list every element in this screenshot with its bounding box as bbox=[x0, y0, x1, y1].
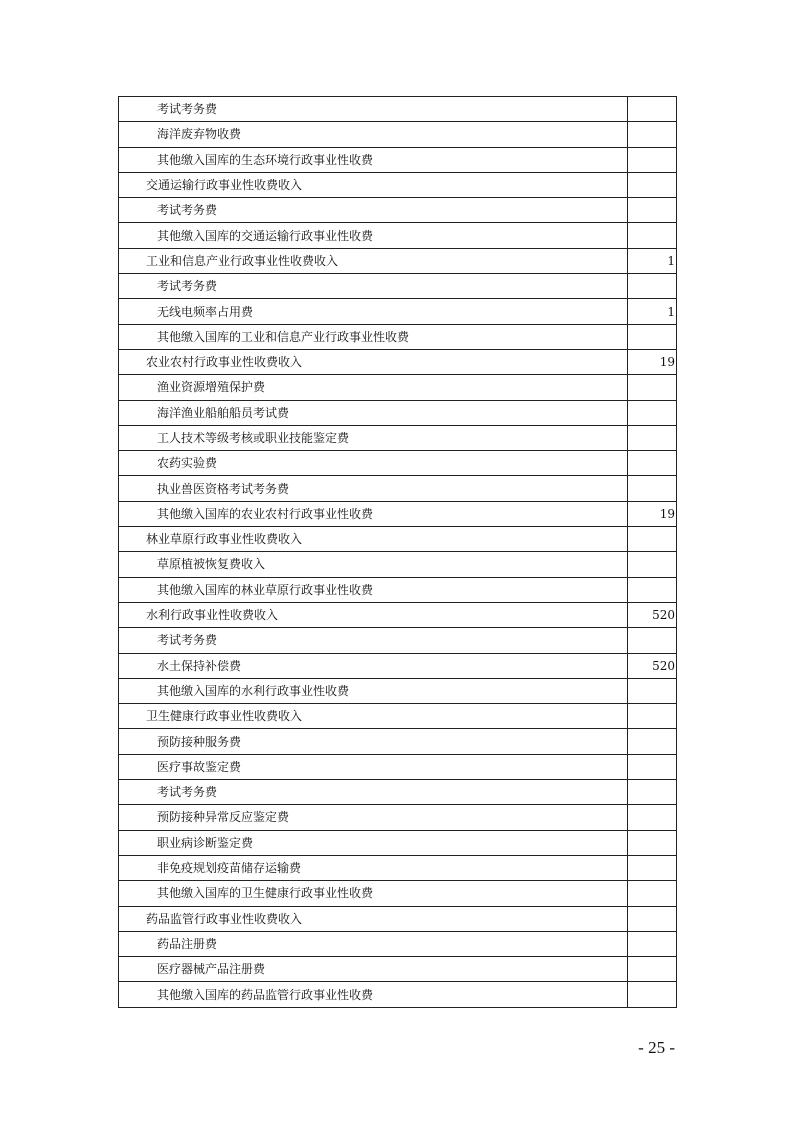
row-value bbox=[628, 476, 677, 501]
row-label: 非免疫规划疫苗储存运输费 bbox=[157, 861, 302, 876]
row-value bbox=[628, 274, 677, 299]
item-row bbox=[119, 552, 677, 577]
item-row bbox=[119, 122, 677, 147]
row-label: 海洋渔业船舶船员考试费 bbox=[157, 405, 290, 420]
item-row bbox=[119, 400, 677, 425]
item-row bbox=[119, 476, 677, 501]
row-label: 预防接种服务费 bbox=[157, 734, 242, 749]
row-value: 520 bbox=[628, 602, 677, 627]
row-label: 无线电频率占用费 bbox=[157, 304, 254, 319]
row-label: 其他缴入国库的农业农村行政事业性收费 bbox=[157, 506, 374, 521]
row-label: 职业病诊断鉴定费 bbox=[157, 835, 254, 850]
row-label-cell bbox=[119, 198, 628, 223]
row-label: 工业和信息产业行政事业性收费收入 bbox=[146, 253, 339, 268]
row-label-cell bbox=[119, 830, 628, 855]
row-label: 预防接种异常反应鉴定费 bbox=[157, 810, 290, 825]
row-label: 其他缴入国库的卫生健康行政事业性收费 bbox=[157, 886, 374, 901]
category-row bbox=[119, 349, 677, 374]
row-value: 1 bbox=[628, 248, 677, 273]
row-label: 其他缴入国库的工业和信息产业行政事业性收费 bbox=[157, 329, 410, 344]
row-label-cell bbox=[119, 957, 628, 982]
row-label: 草原植被恢复费收入 bbox=[157, 557, 266, 572]
row-label-cell bbox=[119, 931, 628, 956]
row-label-cell bbox=[119, 172, 628, 197]
row-value: 520 bbox=[628, 653, 677, 678]
row-value bbox=[628, 577, 677, 602]
row-label-cell bbox=[119, 147, 628, 172]
page-number: - 25 - bbox=[638, 1038, 675, 1057]
row-value bbox=[628, 906, 677, 931]
row-label-cell bbox=[119, 678, 628, 703]
row-value bbox=[628, 400, 677, 425]
row-value bbox=[628, 97, 677, 122]
row-value bbox=[628, 704, 677, 729]
category-row bbox=[119, 527, 677, 552]
row-label: 海洋废弃物收费 bbox=[157, 127, 242, 142]
row-label-cell bbox=[119, 754, 628, 779]
item-row bbox=[119, 982, 677, 1007]
row-label-cell bbox=[119, 881, 628, 906]
item-row bbox=[119, 653, 677, 678]
item-row bbox=[119, 324, 677, 349]
fee-income-table-body bbox=[119, 97, 677, 1008]
row-value bbox=[628, 628, 677, 653]
item-row bbox=[119, 931, 677, 956]
row-label-cell bbox=[119, 653, 628, 678]
item-row bbox=[119, 274, 677, 299]
item-row bbox=[119, 97, 677, 122]
row-label: 其他缴入国库的交通运输行政事业性收费 bbox=[157, 228, 374, 243]
row-value bbox=[628, 451, 677, 476]
row-value: 1 bbox=[628, 299, 677, 324]
row-label-cell bbox=[119, 324, 628, 349]
row-label: 考试考务费 bbox=[157, 203, 218, 218]
item-row bbox=[119, 830, 677, 855]
row-value bbox=[628, 830, 677, 855]
item-row bbox=[119, 678, 677, 703]
row-value bbox=[628, 729, 677, 754]
item-row bbox=[119, 754, 677, 779]
row-label: 渔业资源增殖保护费 bbox=[157, 380, 266, 395]
row-label-cell bbox=[119, 476, 628, 501]
item-row bbox=[119, 147, 677, 172]
row-value bbox=[628, 754, 677, 779]
row-value bbox=[628, 122, 677, 147]
item-row bbox=[119, 855, 677, 880]
row-label-cell bbox=[119, 248, 628, 273]
row-value: 19 bbox=[628, 501, 677, 526]
row-label-cell bbox=[119, 805, 628, 830]
row-label-cell bbox=[119, 628, 628, 653]
item-row bbox=[119, 375, 677, 400]
item-row bbox=[119, 729, 677, 754]
row-label: 药品监管行政事业性收费收入 bbox=[146, 911, 303, 926]
row-label: 其他缴入国库的药品监管行政事业性收费 bbox=[157, 987, 374, 1002]
row-label: 考试考务费 bbox=[157, 633, 218, 648]
fee-income-table bbox=[118, 96, 677, 1008]
row-label-cell bbox=[119, 349, 628, 374]
row-label: 林业草原行政事业性收费收入 bbox=[146, 532, 303, 547]
row-label-cell bbox=[119, 527, 628, 552]
row-label-cell bbox=[119, 704, 628, 729]
row-label-cell bbox=[119, 729, 628, 754]
item-row bbox=[119, 425, 677, 450]
item-row bbox=[119, 957, 677, 982]
row-value bbox=[628, 805, 677, 830]
row-label: 考试考务费 bbox=[157, 102, 218, 117]
row-label: 其他缴入国库的生态环境行政事业性收费 bbox=[157, 152, 374, 167]
row-label: 工人技术等级考核或职业技能鉴定费 bbox=[157, 431, 350, 445]
row-label-cell bbox=[119, 552, 628, 577]
row-label-cell bbox=[119, 982, 628, 1007]
row-label: 考试考务费 bbox=[157, 279, 218, 294]
row-label: 考试考务费 bbox=[157, 785, 218, 800]
row-label: 其他缴入国库的水利行政事业性收费 bbox=[157, 683, 350, 698]
row-value bbox=[628, 552, 677, 577]
row-value bbox=[628, 678, 677, 703]
row-label: 执业兽医资格考试考务费 bbox=[157, 481, 290, 496]
row-label-cell bbox=[119, 855, 628, 880]
row-value bbox=[628, 881, 677, 906]
row-label: 水土保持补偿费 bbox=[157, 658, 242, 673]
item-row bbox=[119, 198, 677, 223]
row-label: 卫生健康行政事业性收费收入 bbox=[146, 709, 303, 724]
row-label: 其他缴入国库的林业草原行政事业性收费 bbox=[157, 582, 374, 597]
row-value bbox=[628, 375, 677, 400]
row-label: 医疗事故鉴定费 bbox=[157, 759, 242, 774]
row-value bbox=[628, 780, 677, 805]
row-value bbox=[628, 527, 677, 552]
row-label: 药品注册费 bbox=[157, 936, 218, 951]
item-row bbox=[119, 577, 677, 602]
row-value bbox=[628, 957, 677, 982]
category-row bbox=[119, 602, 677, 627]
row-label-cell bbox=[119, 501, 628, 526]
item-row bbox=[119, 628, 677, 653]
row-label-cell bbox=[119, 577, 628, 602]
row-label-cell bbox=[119, 425, 628, 450]
row-label: 农药实验费 bbox=[157, 456, 218, 471]
item-row bbox=[119, 299, 677, 324]
row-label-cell bbox=[119, 223, 628, 248]
category-row bbox=[119, 172, 677, 197]
row-value bbox=[628, 223, 677, 248]
row-label-cell bbox=[119, 274, 628, 299]
category-row bbox=[119, 704, 677, 729]
item-row bbox=[119, 223, 677, 248]
row-label: 医疗器械产品注册费 bbox=[157, 962, 266, 977]
row-value bbox=[628, 855, 677, 880]
category-row bbox=[119, 906, 677, 931]
row-value bbox=[628, 198, 677, 223]
row-label: 交通运输行政事业性收费收入 bbox=[146, 178, 303, 193]
row-label-cell bbox=[119, 400, 628, 425]
row-value bbox=[628, 425, 677, 450]
item-row bbox=[119, 881, 677, 906]
row-label: 农业农村行政事业性收费收入 bbox=[146, 355, 303, 370]
row-label-cell bbox=[119, 375, 628, 400]
row-value: 19 bbox=[628, 349, 677, 374]
item-row bbox=[119, 451, 677, 476]
row-label-cell bbox=[119, 602, 628, 627]
row-label-cell bbox=[119, 299, 628, 324]
row-value bbox=[628, 172, 677, 197]
row-value bbox=[628, 931, 677, 956]
row-label-cell bbox=[119, 122, 628, 147]
category-row bbox=[119, 248, 677, 273]
row-label-cell bbox=[119, 780, 628, 805]
item-row bbox=[119, 805, 677, 830]
row-label-cell bbox=[119, 906, 628, 931]
row-label-cell bbox=[119, 451, 628, 476]
row-label: 水利行政事业性收费收入 bbox=[146, 608, 279, 623]
row-value bbox=[628, 982, 677, 1007]
item-row bbox=[119, 501, 677, 526]
row-label-cell bbox=[119, 97, 628, 122]
row-value bbox=[628, 147, 677, 172]
item-row bbox=[119, 780, 677, 805]
row-value bbox=[628, 324, 677, 349]
